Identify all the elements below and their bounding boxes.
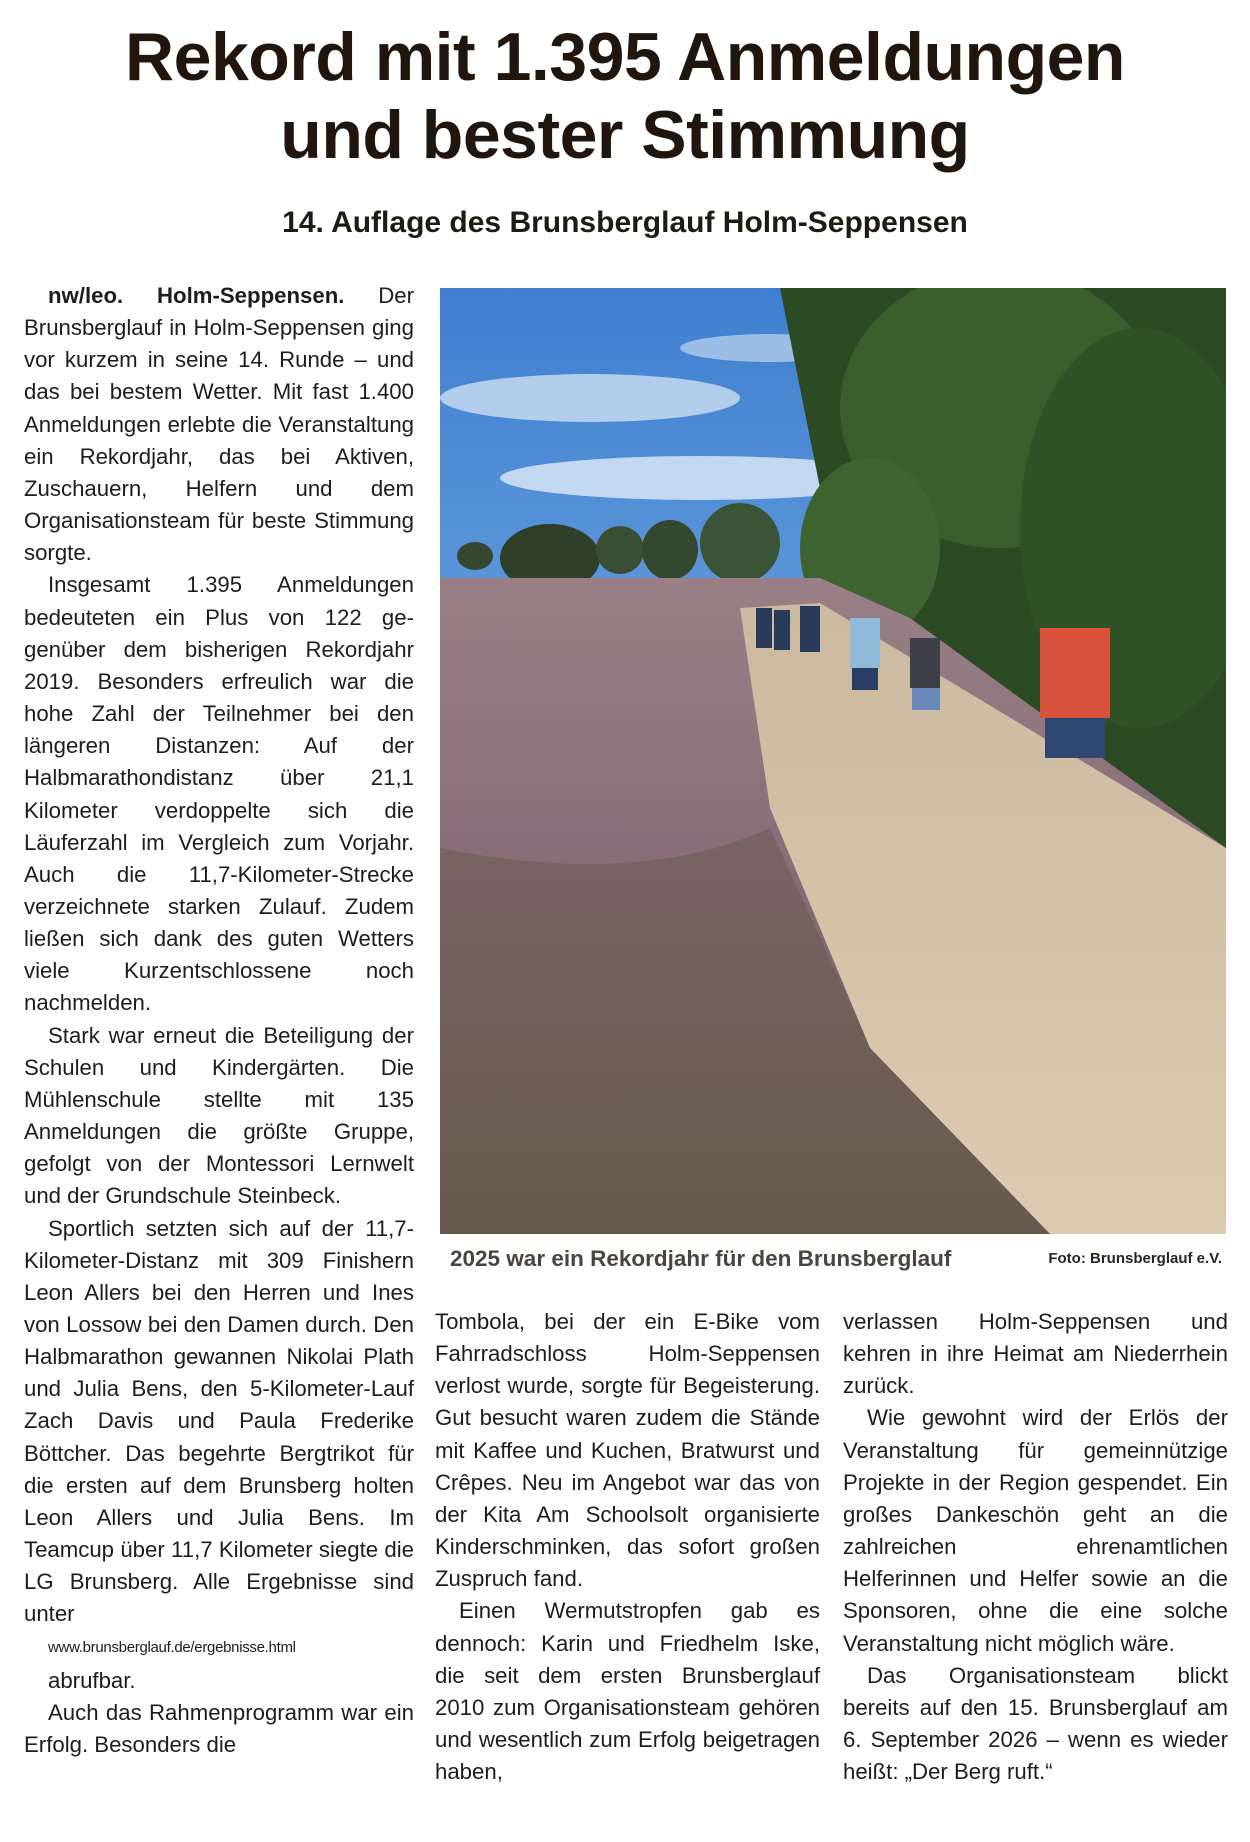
article-column-1 (24, 280, 414, 1761)
results-text: Sportlich setzten sich auf der 11,7-Kilometer-Distanz mit 309 Finishern Leon Allers bei den Herren und Ines von Lossow bei den Damen durch. Den Halbmarathon gewannen Nikolai Plath und Julia Bens, den 5-Kilometer-Lauf Zach Davis und Paula Frederike Böttcher. Das begehrte Bergtrikot für die ersten auf dem Brunsberg holten Leon Allers und Julia Bens. Im Teamcup über 11,7 Kilometer siegte die LG Brunsberg. Alle Ergebnisse sind unter (24, 1215, 414, 1627)
paragraph-program-cont: Tombola, bei der ein E-Bike vom Fahrradschloss Holm-Seppensen verlost wurde, sorgte für Begeisterung. Gut besucht waren zudem die Stände mit Kaffee und Kuchen, Bratwurst und Crêpes. Neu im Angebot war das von der Kita Am Schoolsolt organisierte Kinderschminken, das sofort großen Zuspruch fand. (435, 1309, 820, 1592)
paragraph-outlook: Das Organisationsteam blickt bereits auf den 15. Brunsberglauf am 6. September 2026 – wenn es wieder heißt: „Der Berg ruft.“ (843, 1662, 1228, 1785)
dateline: nw/leo. Holm-Seppensen. (48, 283, 345, 308)
paragraph-donation: Wie gewohnt wird der Erlös der Veranstaltung für gemeinnützige Projekte in der Region gespendet. Ein großes Dankeschön geht an die zahlreichen ehrenamtlichen Helferinnen und Helfer sowie an die Sponsoren, ohne die eine solche Veranstaltung nicht möglich wäre. (843, 1405, 1228, 1656)
paragraph-farewell: Einen Wermutstropfen gab es dennoch: Karin und Friedhelm Iske, die seit dem ersten Brunsberglauf 2010 zum Organisationsteam gehören und wesentlich zum Erfolg beigetragen haben, (435, 1598, 820, 1785)
headline-line-1: Rekord mit 1.395 Anmeldungen (125, 19, 1125, 95)
photo-credit: Foto: Brunsberglauf e.V. (1048, 1250, 1222, 1267)
paragraph-intro (24, 280, 414, 569)
paragraph-program-start: Auch das Rahmenprogramm war ein Erfolg. Besonders die (24, 1699, 414, 1757)
paragraph-registrations: Insgesamt 1.395 Anmeldungen bedeuteten ein Plus von 122 gegenüber dem bisherigen Rekordjahr 2019. Besonders erfreulich war die hohe Zahl der Teilnehmer bei den längeren Distanzen: Auf der Halbmarathondistanz über 21,1 Kilometer verdoppelte sich die Läuferzahl im Vergleich zum Vorjahr. Auch die 11,7-Kilometer-Strecke verzeichnete starken Zulauf. Zudem ließen sich dank des guten Wetters viele Kurzentschlossene noch nachmelden. (24, 572, 414, 1016)
article-column-2 (435, 1306, 820, 1788)
subheadline: 14. Auflage des Brunsberglauf Holm-Seppensen (282, 206, 968, 239)
heath-runners-photo (440, 288, 1226, 1234)
results-link-tail: abrufbar. (48, 1667, 136, 1693)
article-column-3 (843, 1306, 1228, 1788)
article-photo (440, 288, 1226, 1234)
results-link[interactable]: www.brunsberglauf.de/ergebnisse.html (48, 1638, 296, 1656)
paragraph-farewell-cont: verlassen Holm-Seppensen und kehren in ihre Heimat am Niederrhein zurück. (843, 1309, 1228, 1399)
headline-line-2: und bester Stimmung (280, 97, 970, 173)
photo-caption: 2025 war ein Rekordjahr für den Brunsberglauf (450, 1246, 952, 1271)
paragraph-results (24, 1213, 414, 1697)
photo-caption-bar (440, 1246, 1226, 1280)
paragraph-schools: Stark war erneut die Beteiligung der Schulen und Kindergärten. Die Mühlenschule stellte mit 135 Anmeldungen die größte Gruppe, gefolgt von der Montessori Lernwelt und der Grundschule Steinbeck. (24, 1022, 414, 1209)
headline (0, 18, 1250, 174)
intro-text: Der Brunsberglauf in Holm-Seppensen ging vor kurzem in seine 14. Runde – und das bei bestem Wetter. Mit fast 1.400 Anmeldungen erlebte die Veranstaltung ein Rekordjahr, das bei Aktiven, Zuschauern, Helfern und dem Organisationsteam für beste Stimmung sorgte. (24, 283, 414, 566)
